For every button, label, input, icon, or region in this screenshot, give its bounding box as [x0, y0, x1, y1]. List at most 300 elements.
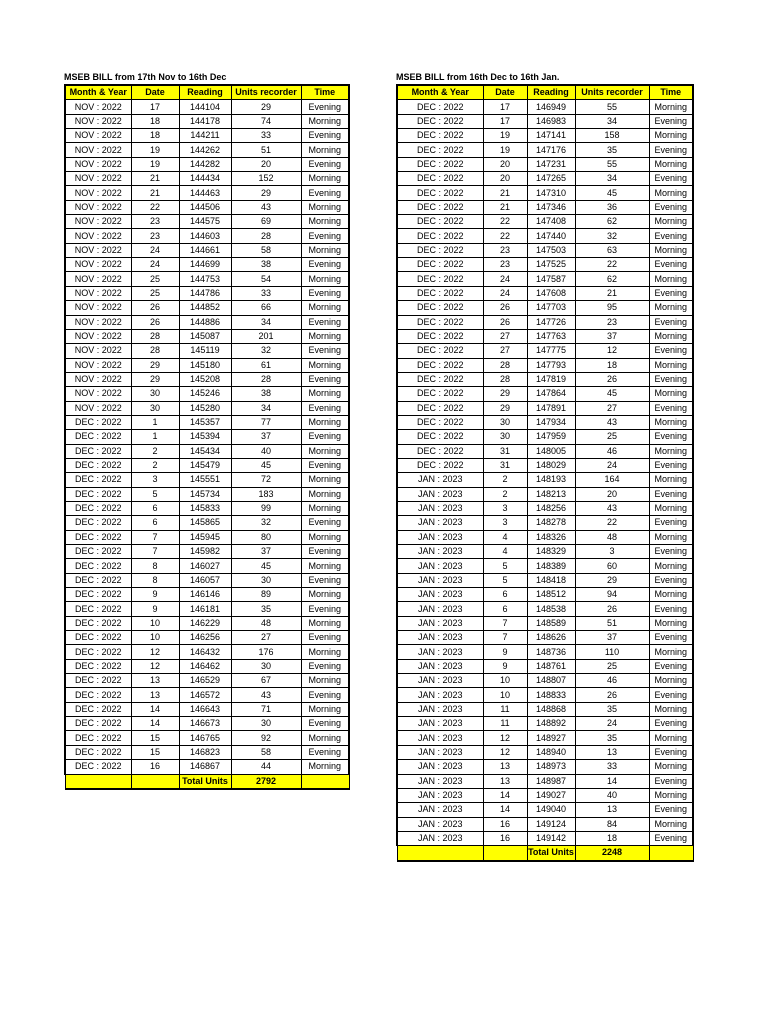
cell-date: 9 [483, 659, 527, 673]
cell-units: 33 [231, 286, 301, 300]
cell-month-year: NOV : 2022 [65, 358, 131, 372]
cell-time: Evening [649, 172, 693, 186]
cell-reading: 147934 [527, 415, 575, 429]
cell-units: 30 [231, 659, 301, 673]
cell-units: 30 [231, 573, 301, 587]
total-empty-cell [301, 774, 349, 789]
table-row [397, 674, 693, 688]
cell-units: 84 [575, 817, 649, 831]
cell-month-year: DEC : 2022 [65, 444, 131, 458]
cell-time: Evening [649, 688, 693, 702]
cell-time: Evening [301, 602, 349, 616]
cell-month-year: JAN : 2023 [397, 817, 483, 831]
cell-time: Evening [649, 458, 693, 472]
cell-month-year: DEC : 2022 [65, 588, 131, 602]
cell-units: 14 [575, 774, 649, 788]
cell-units: 24 [575, 458, 649, 472]
cell-date: 20 [483, 172, 527, 186]
cell-date: 5 [131, 487, 179, 501]
table-row [397, 516, 693, 530]
cell-time: Evening [649, 659, 693, 673]
cell-month-year: NOV : 2022 [65, 272, 131, 286]
cell-date: 7 [131, 530, 179, 544]
cell-reading: 145246 [179, 387, 231, 401]
cell-month-year: NOV : 2022 [65, 329, 131, 343]
table-row [65, 631, 349, 645]
cell-date: 10 [131, 616, 179, 630]
table-row [397, 717, 693, 731]
cell-time: Evening [301, 430, 349, 444]
cell-units: 18 [575, 358, 649, 372]
cell-units: 32 [231, 516, 301, 530]
cell-units: 55 [575, 100, 649, 114]
table-row [65, 172, 349, 186]
cell-reading: 144886 [179, 315, 231, 329]
cell-date: 26 [131, 315, 179, 329]
cell-time: Evening [649, 803, 693, 817]
left-total-row [65, 774, 349, 789]
cell-month-year: JAN : 2023 [397, 588, 483, 602]
cell-date: 25 [131, 286, 179, 300]
total-units-label: Total Units [179, 774, 231, 789]
right-bill-title: MSEB BILL from 16th Dec to 16th Jan. [396, 72, 560, 82]
table-row [65, 616, 349, 630]
cell-date: 21 [131, 172, 179, 186]
cell-reading: 147763 [527, 329, 575, 343]
cell-month-year: NOV : 2022 [65, 372, 131, 386]
cell-reading: 144699 [179, 258, 231, 272]
cell-time: Morning [649, 645, 693, 659]
header-reading: Reading [527, 85, 575, 100]
cell-time: Evening [301, 100, 349, 114]
cell-date: 10 [131, 631, 179, 645]
table-row [397, 473, 693, 487]
cell-month-year: DEC : 2022 [397, 186, 483, 200]
cell-month-year: JAN : 2023 [397, 473, 483, 487]
cell-time: Evening [649, 487, 693, 501]
cell-time: Morning [649, 243, 693, 257]
cell-units: 20 [231, 157, 301, 171]
table-row [65, 573, 349, 587]
cell-month-year: DEC : 2022 [397, 229, 483, 243]
cell-units: 25 [575, 659, 649, 673]
cell-month-year: DEC : 2022 [65, 430, 131, 444]
cell-time: Morning [649, 272, 693, 286]
cell-month-year: DEC : 2022 [65, 645, 131, 659]
cell-date: 9 [131, 588, 179, 602]
table-row [65, 415, 349, 429]
cell-date: 8 [131, 559, 179, 573]
right-bill-section [396, 70, 694, 862]
cell-units: 110 [575, 645, 649, 659]
cell-reading: 148589 [527, 616, 575, 630]
cell-month-year: JAN : 2023 [397, 774, 483, 788]
cell-units: 27 [231, 631, 301, 645]
cell-units: 45 [231, 559, 301, 573]
table-row [65, 444, 349, 458]
cell-date: 6 [131, 501, 179, 515]
cell-reading: 145982 [179, 545, 231, 559]
cell-time: Evening [301, 458, 349, 472]
cell-units: 43 [575, 501, 649, 515]
table-row [397, 315, 693, 329]
cell-month-year: JAN : 2023 [397, 645, 483, 659]
table-row [65, 659, 349, 673]
cell-reading: 148868 [527, 702, 575, 716]
cell-units: 51 [575, 616, 649, 630]
cell-reading: 145434 [179, 444, 231, 458]
header-reading: Reading [179, 85, 231, 100]
cell-reading: 147726 [527, 315, 575, 329]
table-row [65, 645, 349, 659]
cell-reading: 147793 [527, 358, 575, 372]
cell-date: 1 [131, 415, 179, 429]
cell-time: Evening [649, 286, 693, 300]
cell-units: 38 [231, 387, 301, 401]
total-empty-cell [483, 846, 527, 861]
cell-time: Morning [649, 100, 693, 114]
cell-units: 37 [231, 430, 301, 444]
cell-month-year: DEC : 2022 [65, 616, 131, 630]
cell-reading: 146229 [179, 616, 231, 630]
cell-time: Morning [301, 272, 349, 286]
cell-date: 26 [483, 301, 527, 315]
cell-month-year: DEC : 2022 [65, 659, 131, 673]
cell-reading: 148418 [527, 573, 575, 587]
cell-reading: 146462 [179, 659, 231, 673]
cell-time: Morning [301, 415, 349, 429]
table-row [65, 143, 349, 157]
cell-date: 30 [483, 430, 527, 444]
cell-reading: 144178 [179, 114, 231, 128]
cell-time: Evening [649, 372, 693, 386]
cell-reading: 146146 [179, 588, 231, 602]
cell-month-year: DEC : 2022 [397, 215, 483, 229]
cell-time: Morning [301, 760, 349, 774]
cell-date: 7 [483, 616, 527, 630]
table-row [397, 272, 693, 286]
cell-month-year: DEC : 2022 [65, 573, 131, 587]
table-row [397, 243, 693, 257]
cell-units: 24 [575, 717, 649, 731]
cell-month-year: NOV : 2022 [65, 301, 131, 315]
cell-reading: 149142 [527, 831, 575, 845]
cell-month-year: NOV : 2022 [65, 129, 131, 143]
cell-reading: 146181 [179, 602, 231, 616]
cell-reading: 147587 [527, 272, 575, 286]
cell-time: Morning [649, 588, 693, 602]
cell-time: Morning [301, 473, 349, 487]
cell-date: 4 [483, 530, 527, 544]
header-date: Date [131, 85, 179, 100]
cell-date: 29 [483, 387, 527, 401]
cell-reading: 144211 [179, 129, 231, 143]
cell-month-year: NOV : 2022 [65, 387, 131, 401]
cell-reading: 147608 [527, 286, 575, 300]
cell-reading: 148193 [527, 473, 575, 487]
cell-time: Morning [301, 215, 349, 229]
cell-month-year: DEC : 2022 [397, 172, 483, 186]
cell-time: Evening [649, 401, 693, 415]
cell-units: 45 [575, 186, 649, 200]
cell-time: Morning [301, 501, 349, 515]
cell-date: 16 [483, 831, 527, 845]
cell-month-year: NOV : 2022 [65, 258, 131, 272]
cell-reading: 144661 [179, 243, 231, 257]
table-row [65, 602, 349, 616]
cell-time: Evening [301, 258, 349, 272]
cell-month-year: DEC : 2022 [397, 430, 483, 444]
cell-month-year: DEC : 2022 [397, 200, 483, 214]
cell-reading: 146643 [179, 702, 231, 716]
cell-time: Evening [649, 516, 693, 530]
table-row [397, 129, 693, 143]
cell-date: 10 [483, 674, 527, 688]
cell-units: 12 [575, 344, 649, 358]
cell-time: Evening [649, 745, 693, 759]
cell-date: 10 [483, 688, 527, 702]
cell-units: 40 [231, 444, 301, 458]
cell-date: 28 [483, 372, 527, 386]
cell-units: 80 [231, 530, 301, 544]
cell-units: 46 [575, 674, 649, 688]
cell-time: Morning [301, 487, 349, 501]
cell-time: Morning [301, 358, 349, 372]
cell-reading: 146867 [179, 760, 231, 774]
header-time: Time [301, 85, 349, 100]
cell-reading: 144603 [179, 229, 231, 243]
cell-time: Morning [649, 616, 693, 630]
cell-month-year: JAN : 2023 [397, 745, 483, 759]
cell-units: 29 [231, 100, 301, 114]
cell-time: Evening [301, 157, 349, 171]
cell-units: 37 [575, 631, 649, 645]
total-units-value: 2792 [231, 774, 301, 789]
cell-time: Morning [649, 760, 693, 774]
cell-units: 13 [575, 803, 649, 817]
cell-reading: 145479 [179, 458, 231, 472]
cell-units: 23 [575, 315, 649, 329]
cell-units: 32 [231, 344, 301, 358]
cell-date: 9 [483, 645, 527, 659]
cell-time: Morning [301, 645, 349, 659]
table-row [397, 760, 693, 774]
cell-date: 23 [131, 215, 179, 229]
cell-reading: 148005 [527, 444, 575, 458]
cell-date: 6 [483, 602, 527, 616]
cell-month-year: JAN : 2023 [397, 702, 483, 716]
cell-date: 26 [131, 301, 179, 315]
cell-date: 3 [483, 501, 527, 515]
cell-month-year: DEC : 2022 [397, 114, 483, 128]
cell-date: 14 [483, 788, 527, 802]
cell-month-year: DEC : 2022 [65, 631, 131, 645]
cell-reading: 145734 [179, 487, 231, 501]
cell-units: 33 [575, 760, 649, 774]
cell-reading: 145087 [179, 329, 231, 343]
cell-month-year: DEC : 2022 [397, 444, 483, 458]
cell-date: 26 [483, 315, 527, 329]
cell-date: 13 [483, 774, 527, 788]
cell-units: 54 [231, 272, 301, 286]
cell-units: 183 [231, 487, 301, 501]
table-row [65, 114, 349, 128]
cell-date: 2 [131, 444, 179, 458]
cell-time: Evening [649, 573, 693, 587]
cell-date: 1 [131, 430, 179, 444]
cell-units: 71 [231, 702, 301, 716]
header-month-year: Month & Year [397, 85, 483, 100]
cell-month-year: DEC : 2022 [65, 458, 131, 472]
table-row [397, 286, 693, 300]
cell-reading: 148389 [527, 559, 575, 573]
cell-time: Evening [301, 717, 349, 731]
table-row [65, 387, 349, 401]
table-row [397, 215, 693, 229]
cell-month-year: DEC : 2022 [65, 717, 131, 731]
total-empty-cell [131, 774, 179, 789]
cell-month-year: DEC : 2022 [65, 731, 131, 745]
right-total-row [397, 846, 693, 861]
cell-units: 55 [575, 157, 649, 171]
cell-time: Morning [649, 674, 693, 688]
cell-time: Morning [649, 559, 693, 573]
cell-date: 30 [131, 387, 179, 401]
table-row [397, 501, 693, 515]
cell-month-year: DEC : 2022 [65, 501, 131, 515]
table-row [65, 229, 349, 243]
cell-month-year: JAN : 2023 [397, 602, 483, 616]
right-bill-table [396, 84, 694, 862]
cell-month-year: JAN : 2023 [397, 530, 483, 544]
table-row [397, 100, 693, 114]
cell-units: 44 [231, 760, 301, 774]
cell-reading: 144786 [179, 286, 231, 300]
cell-time: Evening [649, 717, 693, 731]
total-empty-cell [397, 846, 483, 861]
cell-reading: 146673 [179, 717, 231, 731]
table-row [65, 745, 349, 759]
cell-units: 92 [231, 731, 301, 745]
cell-units: 21 [575, 286, 649, 300]
cell-reading: 144463 [179, 186, 231, 200]
cell-month-year: JAN : 2023 [397, 760, 483, 774]
cell-units: 43 [575, 415, 649, 429]
cell-time: Morning [649, 415, 693, 429]
table-row [65, 286, 349, 300]
cell-units: 35 [575, 731, 649, 745]
cell-time: Evening [649, 114, 693, 128]
cell-month-year: NOV : 2022 [65, 344, 131, 358]
cell-month-year: DEC : 2022 [397, 243, 483, 257]
cell-month-year: DEC : 2022 [397, 329, 483, 343]
cell-date: 15 [131, 745, 179, 759]
cell-reading: 144282 [179, 157, 231, 171]
cell-date: 2 [131, 458, 179, 472]
cell-month-year: NOV : 2022 [65, 186, 131, 200]
cell-reading: 147703 [527, 301, 575, 315]
cell-month-year: NOV : 2022 [65, 215, 131, 229]
cell-time: Evening [301, 688, 349, 702]
cell-date: 17 [483, 114, 527, 128]
cell-date: 14 [483, 803, 527, 817]
table-row [65, 760, 349, 774]
cell-time: Evening [649, 430, 693, 444]
cell-date: 24 [483, 272, 527, 286]
cell-date: 19 [483, 143, 527, 157]
cell-time: Evening [301, 229, 349, 243]
cell-date: 28 [483, 358, 527, 372]
cell-date: 7 [483, 631, 527, 645]
cell-units: 29 [575, 573, 649, 587]
cell-units: 38 [231, 258, 301, 272]
cell-units: 62 [575, 272, 649, 286]
table-row [397, 344, 693, 358]
table-row [65, 200, 349, 214]
table-row [65, 129, 349, 143]
cell-time: Evening [649, 315, 693, 329]
table-row [397, 702, 693, 716]
left-table-body [65, 100, 349, 774]
cell-units: 3 [575, 545, 649, 559]
table-row [65, 501, 349, 515]
cell-date: 18 [131, 129, 179, 143]
cell-time: Morning [301, 588, 349, 602]
cell-units: 60 [575, 559, 649, 573]
cell-month-year: DEC : 2022 [65, 760, 131, 774]
cell-reading: 146983 [527, 114, 575, 128]
cell-time: Morning [649, 157, 693, 171]
table-row [65, 100, 349, 114]
table-row [397, 530, 693, 544]
table-row [65, 545, 349, 559]
cell-reading: 146057 [179, 573, 231, 587]
cell-reading: 147310 [527, 186, 575, 200]
cell-reading: 148833 [527, 688, 575, 702]
cell-units: 37 [575, 329, 649, 343]
cell-units: 34 [575, 172, 649, 186]
cell-units: 72 [231, 473, 301, 487]
cell-month-year: JAN : 2023 [397, 717, 483, 731]
cell-units: 40 [575, 788, 649, 802]
cell-reading: 145357 [179, 415, 231, 429]
table-row [397, 329, 693, 343]
cell-reading: 147265 [527, 172, 575, 186]
cell-month-year: NOV : 2022 [65, 143, 131, 157]
cell-time: Morning [649, 473, 693, 487]
table-row [397, 788, 693, 802]
cell-reading: 145119 [179, 344, 231, 358]
table-row [397, 358, 693, 372]
cell-units: 26 [575, 688, 649, 702]
total-units-value: 2248 [575, 846, 649, 861]
cell-reading: 146765 [179, 731, 231, 745]
cell-reading: 147525 [527, 258, 575, 272]
cell-month-year: DEC : 2022 [65, 559, 131, 573]
cell-month-year: JAN : 2023 [397, 616, 483, 630]
cell-units: 43 [231, 200, 301, 214]
cell-date: 22 [483, 229, 527, 243]
cell-time: Evening [301, 315, 349, 329]
cell-reading: 148940 [527, 745, 575, 759]
cell-date: 31 [483, 458, 527, 472]
cell-units: 158 [575, 129, 649, 143]
cell-date: 30 [483, 415, 527, 429]
cell-date: 23 [131, 229, 179, 243]
cell-date: 12 [483, 745, 527, 759]
cell-time: Morning [301, 559, 349, 573]
cell-time: Evening [301, 545, 349, 559]
